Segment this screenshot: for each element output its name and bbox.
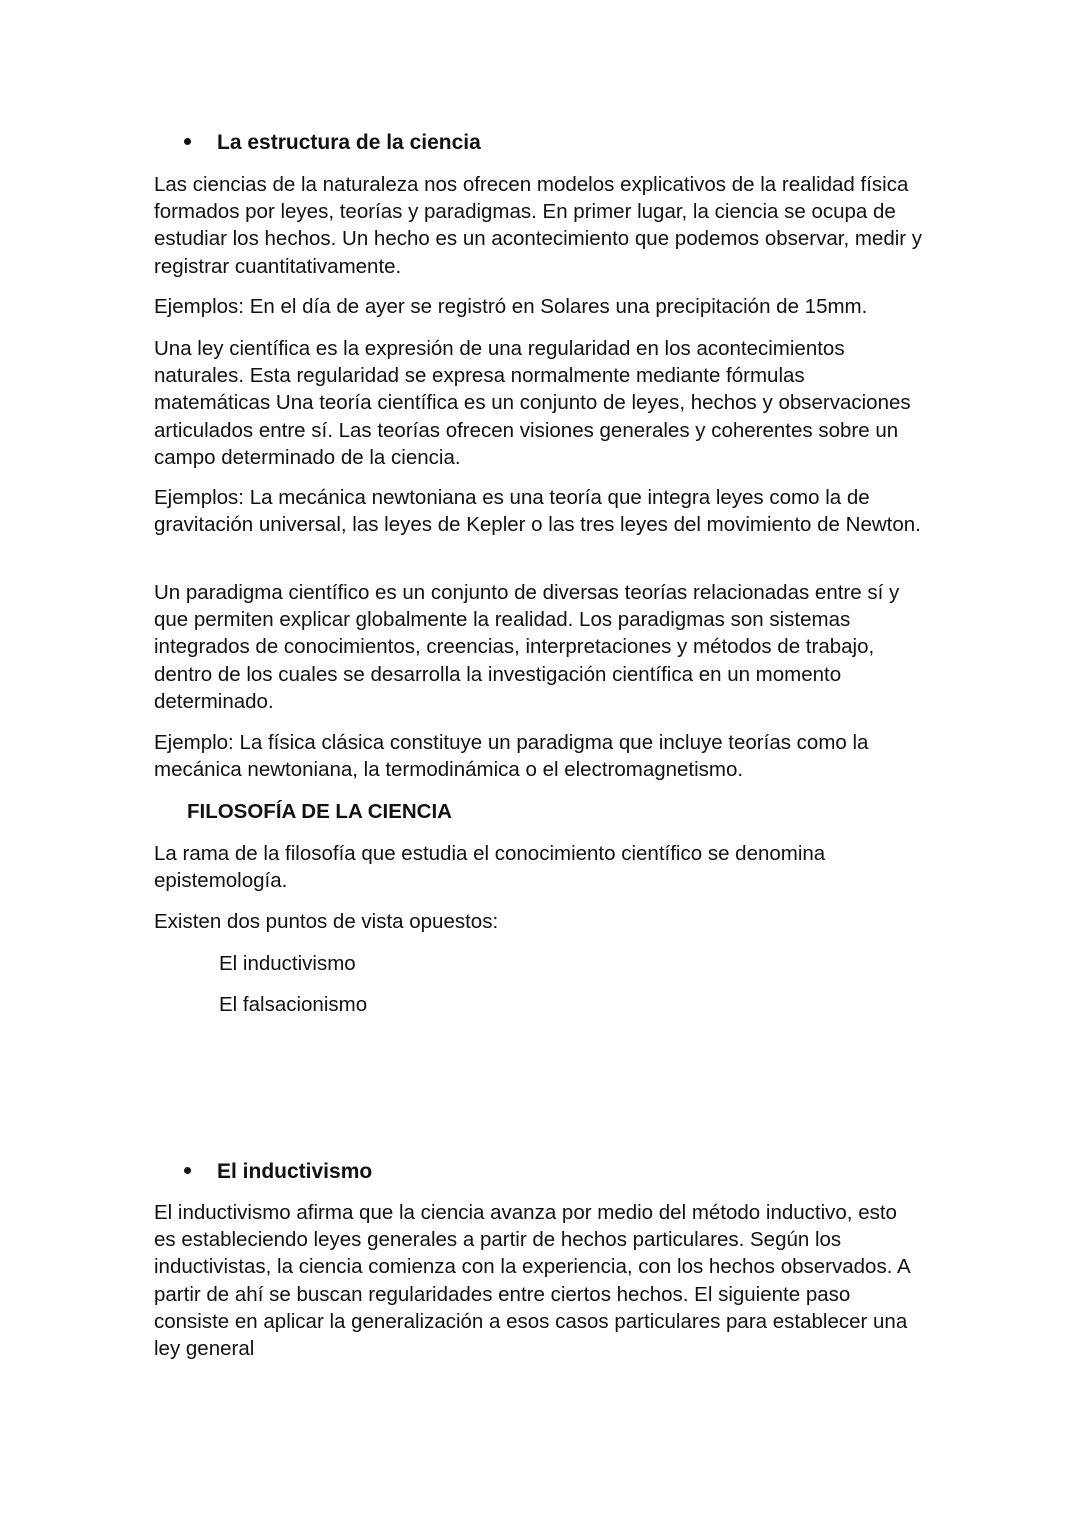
section-title-filosofia: FILOSOFÍA DE LA CIENCIA [187,800,452,823]
section-heading-estructura [184,129,481,157]
paragraph-epistemologia: La rama de la filosofía que estudia el conocimiento científico se denomina epistemología. [154,842,826,893]
list-item-falsacionismo: El falsacionismo [219,993,368,1016]
section-heading-inductivismo [184,1158,372,1186]
paragraph-paradigma: Un paradigma científico es un conjunto de diversas teorías relacionadas entre sí y que permiten explicar globalmente la realidad. Los paradigmas son sistemas integrados de conocimientos, creencias, interpretaciones y métodos de trabajo, dentro de los cuales se desarrolla la investigación científica en un momento determinado. [154,581,900,713]
bullet-icon [184,1167,191,1174]
paragraph-ejemplo-teoria: Ejemplos: La mecánica newtoniana es una teoría que integra leyes como la de gravitación universal, las leyes de Kepler o las tres leyes del movimiento de Newton. [154,486,921,537]
bullet-icon [184,138,191,145]
paragraph-inductivismo: El inductivismo afirma que la ciencia avanza por medio del método inductivo, esto es estableciendo leyes generales a partir de hechos particulares. Según los inductivistas, la ciencia comienza con la experiencia, con los hechos observados. A partir de ahí se buscan regularidades entre ciertos hechos. El siguiente paso consiste en aplicar la generalización a esos casos particulares para establecer una ley general [154,1201,910,1361]
section-heading-text: El inductivismo [217,1160,373,1183]
paragraph-hechos: Las ciencias de la naturaleza nos ofrecen modelos explicativos de la realidad física formados por leyes, teorías y paradigmas. En primer lugar, la ciencia se ocupa de estudiar los hechos. Un hecho es un acontecimiento que podemos observar, medir y registrar cuantitativamente. [154,173,923,278]
paragraph-ejemplo-paradigma: Ejemplo: La física clásica constituye un paradigma que incluye teorías como la mecánica newtoniana, la termodinámica o el electromagnetismo. [154,731,869,782]
section-heading-text: La estructura de la ciencia [217,131,481,154]
list-item-inductivismo: El inductivismo [219,952,356,975]
paragraph-ejemplo-hecho: Ejemplos: En el día de ayer se registró en Solares una precipitación de 15mm. [154,295,868,318]
paragraph-ley-teoria: Una ley científica es la expresión de una regularidad en los acontecimientos naturales. Esta regularidad se expresa normalmente mediante fórmulas matemáticas Una teoría científica es un conjunto de leyes, hechos y observaciones articulados entre sí. Las teorías ofrecen visiones generales y coherentes sobre un campo determinado de la ciencia. [154,337,911,469]
paragraph-puntos-vista: Existen dos puntos de vista opuestos: [154,910,499,933]
